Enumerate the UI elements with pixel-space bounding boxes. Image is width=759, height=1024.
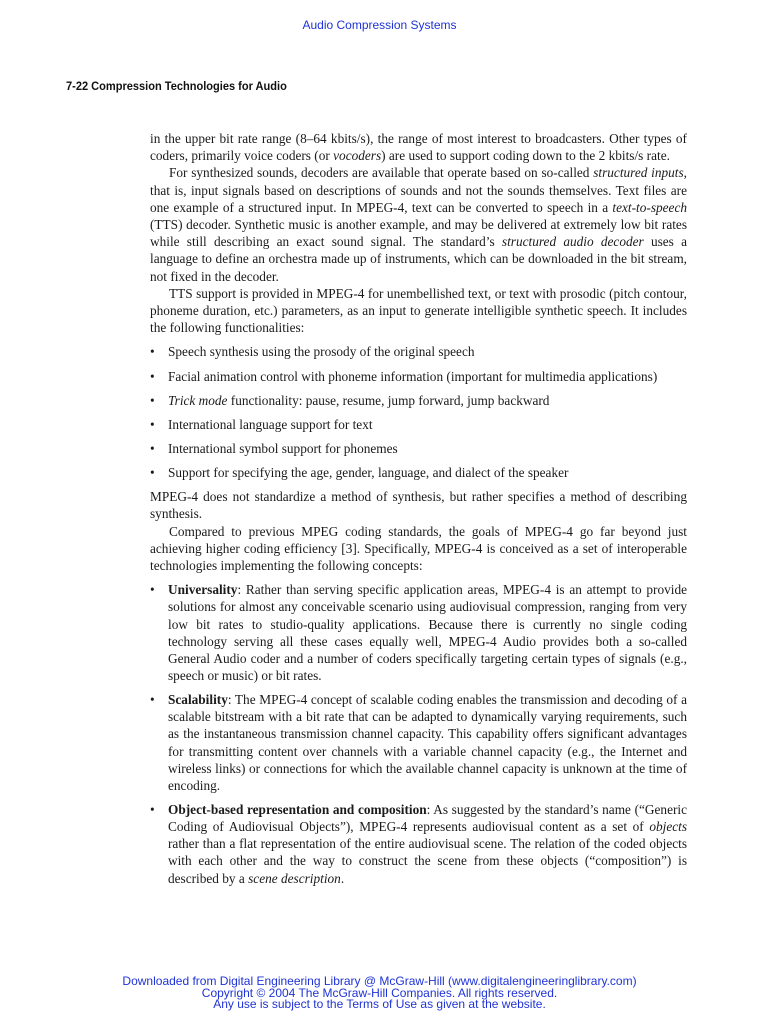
list-item-text: : As suggested by the standard’s name (“Generic Coding of Audiovisual Objects”), MPEG-4 represents audiovisual content as a set of bbox=[168, 801, 687, 834]
footer-notice bbox=[0, 976, 759, 1011]
list-item-text: Facial animation control with phoneme information (important for multimedia applications) bbox=[168, 368, 658, 384]
text-run: For synthesized sounds, decoders are available that operate based on so-called bbox=[169, 165, 594, 181]
running-head: 7-22 Compression Technologies for Audio bbox=[66, 79, 287, 93]
list-item-text: International language support for text bbox=[168, 416, 373, 432]
source-link[interactable]: Audio Compression Systems bbox=[302, 18, 457, 32]
italic-term: scene description bbox=[248, 870, 341, 886]
tts-functionality-list bbox=[150, 343, 687, 481]
italic-term: structured audio decoder bbox=[501, 234, 644, 250]
list-item-universality bbox=[150, 581, 687, 684]
list-item-text: Speech synthesis using the prosody of the original speech bbox=[168, 344, 475, 360]
list-item-object-based bbox=[150, 801, 687, 887]
paragraph-tts-support: TTS support is provided in MPEG-4 for unembellished text, or text with prosodic (pitch contour, phoneme duration, etc.) parameters, as an input to generate intelligible synthetic speech. It includes the following functionalities: bbox=[150, 285, 687, 336]
list-item bbox=[150, 464, 687, 481]
bold-term: Universality bbox=[168, 582, 238, 598]
bold-term: Scalability bbox=[168, 691, 228, 707]
list-item bbox=[150, 368, 687, 385]
list-item-text: Support for specifying the age, gender, language, and dialect of the speaker bbox=[168, 464, 569, 480]
italic-term: vocoders bbox=[333, 148, 382, 164]
italic-term: structured inputs bbox=[593, 165, 684, 181]
text-run: uses a language to define an orchestra made up of instruments, which can be downloaded in the bit stream, not fixed in the decoder. bbox=[150, 234, 687, 284]
bold-term: Object-based representation and composition bbox=[168, 801, 427, 817]
italic-term: text-to-speech bbox=[612, 199, 687, 215]
footer-terms-link[interactable]: Any use is subject to the Terms of Use as given at the website. bbox=[213, 997, 546, 1012]
list-item bbox=[150, 440, 687, 457]
list-item-text: : Rather than serving specific application areas, MPEG-4 is an attempt to provide solutions for almost any conceivable scenario using audiovisual compression, ranging from very low bit rates to studio-quality applications. Because there is currently no single coding technology serving all these cases equally well, MPEG-4 Audio provides both a so-called General Audio coder and a number of coders specifically targeting certain types of signals (e.g., speech or music) or bit rates. bbox=[168, 582, 687, 684]
list-item-text: functionality: pause, resume, jump forward, jump backward bbox=[227, 392, 550, 408]
concepts-list bbox=[150, 581, 687, 887]
paragraph-synthesis-method: MPEG-4 does not standardize a method of synthesis, but rather specifies a method of describing synthesis. bbox=[150, 489, 687, 522]
list-item-scalability bbox=[150, 691, 687, 794]
text-run: (TTS) decoder. Synthetic music is another example, and may be delivered at extremely low bit rates while still describing an exact sound signal. The standard’s bbox=[150, 217, 687, 250]
footer-copyright[interactable]: Copyright © 2004 The McGraw-Hill Companies. All rights reserved. bbox=[201, 985, 558, 1000]
list-item-text: : The MPEG-4 concept of scalable coding enables the transmission and decoding of a scalable bitstream with a bit rate that can be adapted to dynamically varying requirements, such as the instantaneous transmission channel capacity. This capability offers significant advantages for transmitting content over channels with a variable channel capacity (e.g., the Internet and wireless links) or connections for which the available channel capacity is unknown at the time of encoding. bbox=[168, 691, 687, 793]
list-item bbox=[150, 392, 687, 409]
paragraph-synthesized-sounds bbox=[150, 164, 687, 284]
list-item-text: rather than a flat representation of the entire audiovisual scene. The relation of the coded objects with each other and the way to construct the scene from these objects (“composition”) is described by a bbox=[168, 836, 687, 886]
list-item-text: . bbox=[340, 870, 345, 886]
italic-term: objects bbox=[649, 818, 687, 834]
text-run: , that is, input signals based on descriptions of sounds and not the sounds themselves. Text files are one example of a structured input. In MPEG-4, text can be converted to speech in a bbox=[150, 165, 687, 215]
paragraph-mpeg4-goals: Compared to previous MPEG coding standards, the goals of MPEG-4 go far beyond just achieving higher coding efficiency [3]. Specifically, MPEG-4 is conceived as a set of interoperable technologies implementing the following concepts: bbox=[150, 523, 687, 573]
footer-download-link[interactable]: Downloaded from Digital Engineering Library @ McGraw-Hill (www.digitalengineeringlibrary.com) bbox=[122, 974, 637, 988]
list-item bbox=[150, 416, 687, 433]
list-item bbox=[150, 343, 687, 360]
text-run: in the upper bit rate range (8–64 kbits/s), the range of most interest to broadcasters. Other types of coders, primarily voice coders (or bbox=[150, 131, 687, 164]
page-body bbox=[150, 130, 687, 894]
list-item-text: International symbol support for phonemes bbox=[168, 440, 398, 456]
text-run: ) are used to support coding down to the 2 kbits/s rate. bbox=[381, 148, 670, 164]
paragraph-bit-rate bbox=[150, 130, 687, 164]
italic-term: Trick mode bbox=[168, 392, 228, 408]
